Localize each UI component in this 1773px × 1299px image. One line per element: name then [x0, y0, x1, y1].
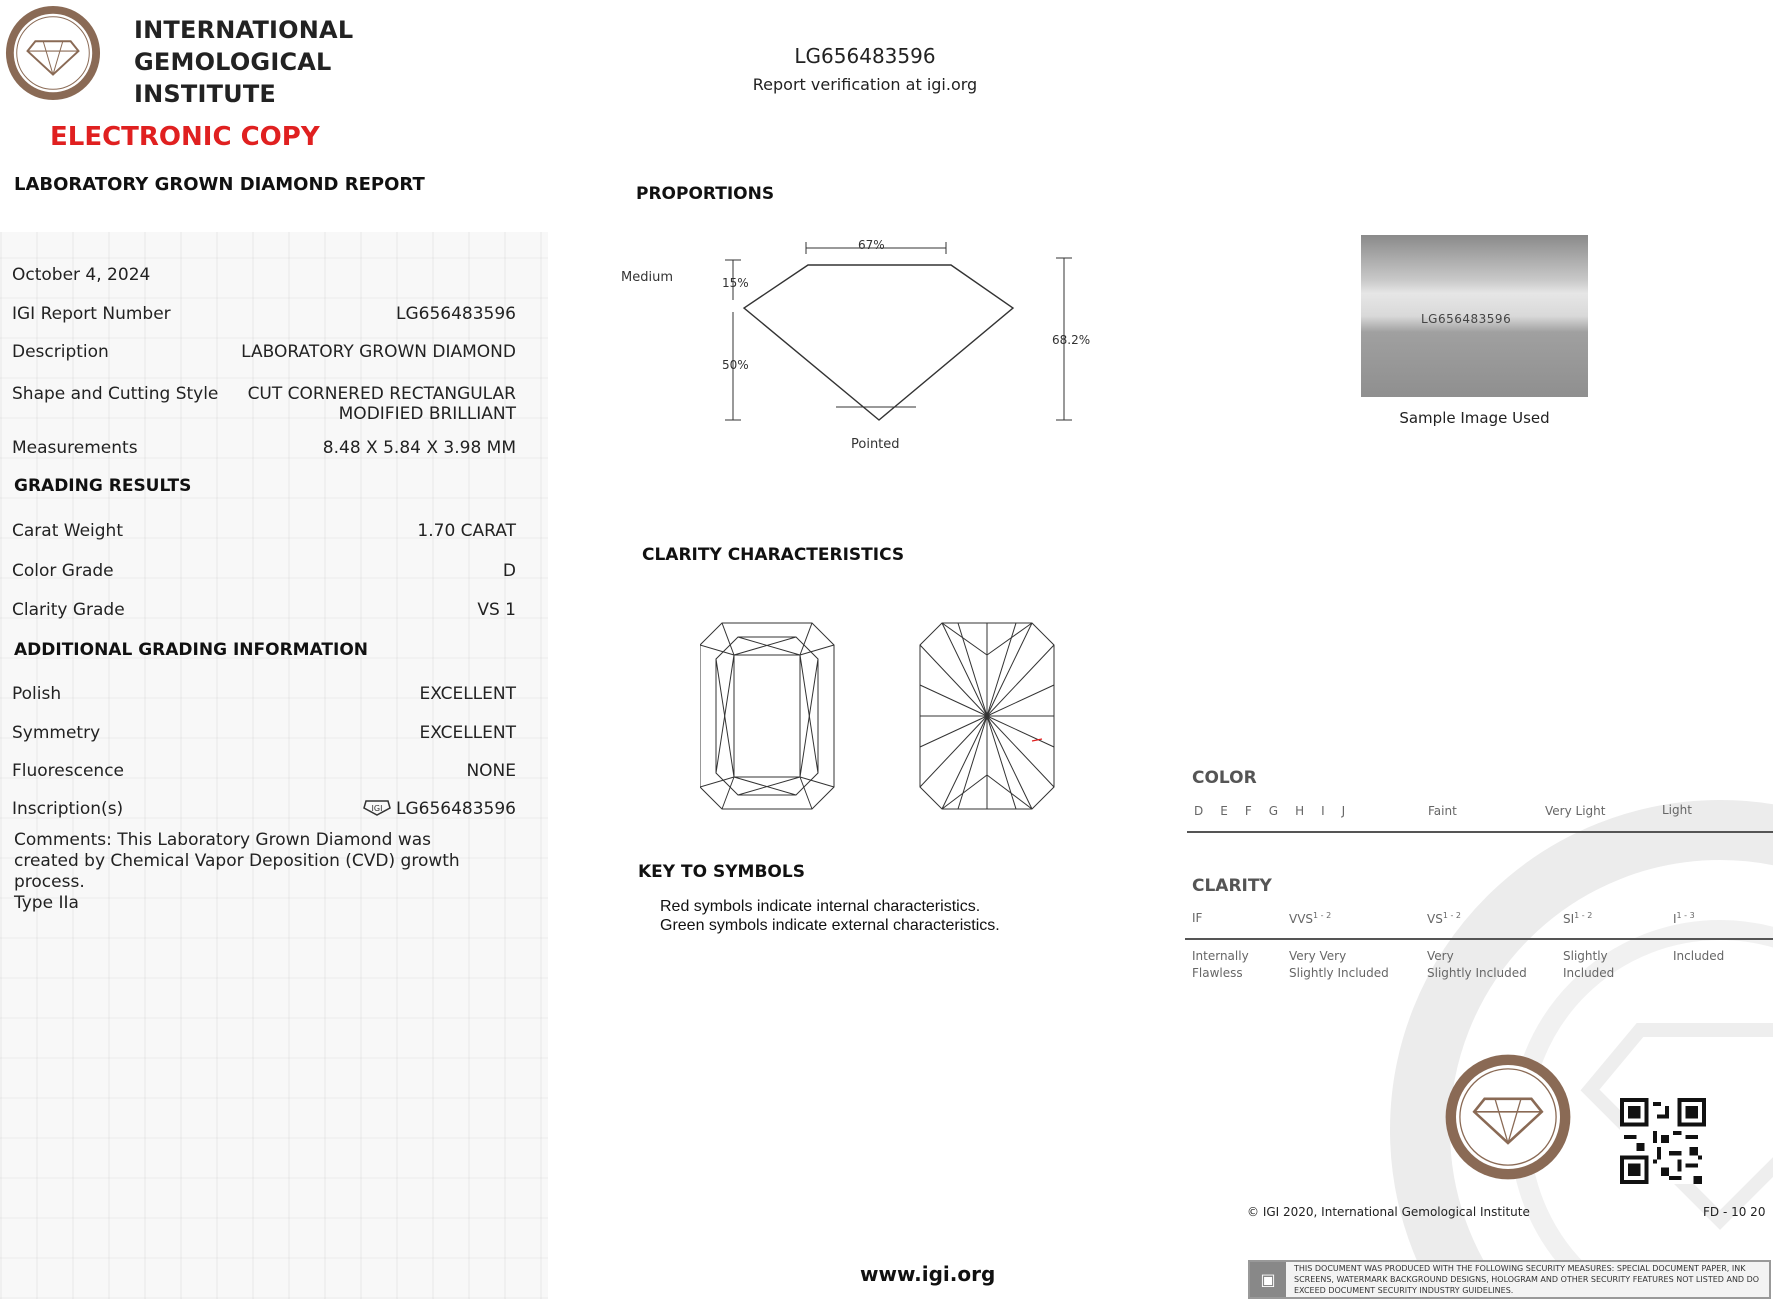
clarity-vs-sup: 1 - 2	[1442, 911, 1461, 920]
clarity-desc-if-2: Flawless	[1192, 966, 1243, 980]
report-number-header: LG656483596	[794, 44, 936, 68]
polish-row	[12, 684, 516, 704]
report-number-label: IGI Report Number	[12, 304, 171, 324]
website-link[interactable]: www.igi.org	[860, 1262, 996, 1286]
shape-label: Shape and Cutting Style	[12, 384, 219, 404]
clarity-desc-vs	[1427, 948, 1527, 982]
polish-value: EXCELLENT	[419, 684, 516, 704]
color-grade-e: E	[1220, 804, 1228, 818]
clarity-si-sup: 1 - 2	[1574, 911, 1593, 920]
clarity-vs	[1427, 911, 1461, 926]
measurements-row	[12, 438, 516, 458]
sample-inscription: LG656483596	[1421, 312, 1512, 326]
clarity-desc-si-1: Slightly	[1563, 949, 1608, 963]
clarity-i-sup: 1 - 3	[1676, 911, 1695, 920]
crown-percent: 15%	[722, 276, 749, 290]
shape-row	[12, 384, 516, 424]
clarity-plot-diagrams	[700, 615, 1060, 815]
color-grade-d: D	[1194, 804, 1204, 818]
color-grade-i: I	[1321, 804, 1325, 818]
clarity-grade-value: VS 1	[477, 600, 516, 620]
inscription-value: LG656483596	[396, 799, 516, 819]
fluorescence-value: NONE	[466, 761, 516, 781]
inscription-label: Inscription(s)	[12, 799, 124, 819]
svg-text:IGI: IGI	[371, 804, 383, 813]
clarity-desc-vvs	[1289, 948, 1389, 982]
clarity-vs-label: VS	[1427, 912, 1443, 926]
clarity-i-label: I	[1673, 912, 1677, 926]
clarity-desc-si	[1563, 948, 1614, 982]
description-label: Description	[12, 342, 109, 362]
description-value: LABORATORY GROWN DIAMOND	[241, 342, 516, 362]
clarity-desc-vvs-1: Very Very	[1289, 949, 1347, 963]
key-to-symbols-heading: KEY TO SYMBOLS	[638, 862, 805, 882]
igi-inscription-icon	[362, 799, 392, 817]
clarity-characteristics-heading: CLARITY CHARACTERISTICS	[642, 545, 905, 565]
clarity-desc-if	[1192, 948, 1249, 982]
comments-text: Comments: This Laboratory Grown Diamond was created by Chemical Vapor Deposition (CVD) growth process.	[14, 830, 460, 892]
inscription-row	[12, 799, 516, 819]
institute-name	[134, 14, 353, 110]
color-range-light: Light	[1662, 803, 1692, 817]
fluorescence-row	[12, 761, 516, 781]
security-text: THIS DOCUMENT WAS PRODUCED WITH THE FOLLOWING SECURITY MEASURES: SPECIAL DOCUMENT PAPER, INK SCREENS, WATERMARK BACKGROUND DESIGNS, HOLOGRAM AND OTHER SECURITY FEATURES NOT LISTED AND DO EXCEED DOCUMENT SECURITY INDUSTRY GUIDELINES.	[1294, 1264, 1760, 1295]
shape-value-line2: MODIFIED BRILLIANT	[338, 404, 516, 424]
key-to-symbols-text	[660, 897, 1000, 935]
igi-seal-icon	[1443, 1052, 1573, 1182]
symmetry-value: EXCELLENT	[419, 723, 516, 743]
key-red-line: Red symbols indicate internal characteristics.	[660, 898, 981, 915]
color-scale-heading: COLOR	[1192, 768, 1257, 788]
key-green-line: Green symbols indicate external characteristics.	[660, 917, 1000, 934]
inscription-value-wrap	[362, 799, 516, 819]
carat-row	[12, 521, 516, 541]
clarity-i	[1673, 911, 1695, 926]
grading-results-heading: GRADING RESULTS	[14, 476, 192, 496]
color-grade-g: G	[1268, 804, 1279, 818]
color-grade-f: F	[1244, 804, 1252, 818]
sample-image-caption: Sample Image Used	[1399, 409, 1550, 427]
lock-icon: ▣	[1250, 1262, 1286, 1297]
color-grade-row	[12, 561, 516, 581]
copyright-text: © IGI 2020, International Gemological Institute	[1247, 1205, 1530, 1219]
clarity-si	[1563, 911, 1592, 926]
clarity-desc-vs-1: Very	[1427, 949, 1454, 963]
report-number-row	[12, 304, 516, 324]
clarity-desc-i	[1673, 948, 1724, 965]
clarity-grade-label: Clarity Grade	[12, 600, 125, 620]
diamond-type: Type IIa	[14, 893, 79, 913]
clarity-desc-vvs-2: Slightly Included	[1289, 966, 1389, 980]
report-title: LABORATORY GROWN DIAMOND REPORT	[14, 174, 425, 195]
additional-info-heading: ADDITIONAL GRADING INFORMATION	[14, 640, 369, 660]
clarity-scale-heading: CLARITY	[1192, 876, 1272, 896]
color-range-very-light: Very Light	[1545, 804, 1606, 818]
proportions-diagram	[616, 230, 1086, 460]
shape-value-line1: CUT CORNERED RECTANGULAR	[247, 384, 516, 404]
measurements-label: Measurements	[12, 438, 138, 458]
qr-code-icon[interactable]	[1620, 1098, 1706, 1184]
table-percent: 67%	[858, 238, 885, 252]
measurements-value: 8.48 X 5.84 X 3.98 MM	[322, 438, 516, 458]
proportions-heading: PROPORTIONS	[636, 184, 775, 204]
electronic-copy-label: ELECTRONIC COPY	[50, 122, 320, 152]
polish-label: Polish	[12, 684, 62, 704]
shape-value	[248, 384, 516, 424]
clarity-if: IF	[1192, 911, 1203, 925]
depth-percent: 68.2%	[1052, 333, 1091, 347]
pavilion-percent: 50%	[722, 358, 749, 372]
institute-name-line3: INSTITUTE	[134, 80, 277, 108]
carat-value: 1.70 CARAT	[417, 521, 516, 541]
security-notice	[1248, 1260, 1771, 1299]
symmetry-row	[12, 723, 516, 743]
color-grade-value: D	[502, 561, 516, 581]
girdle-label: Medium	[621, 270, 673, 285]
clarity-vvs-sup: 1 - 2	[1313, 911, 1332, 920]
color-grade-label: Color Grade	[12, 561, 114, 581]
description-row	[12, 342, 516, 362]
color-grade-h: H	[1295, 804, 1305, 818]
date-row	[12, 265, 516, 285]
culet-label: Pointed	[851, 437, 900, 452]
color-scale-grades	[1194, 804, 1345, 818]
igi-logo-icon	[4, 4, 102, 102]
institute-name-line1: INTERNATIONAL	[134, 16, 354, 44]
clarity-vvs	[1289, 911, 1331, 926]
color-grade-j: J	[1341, 804, 1346, 818]
clarity-si-label: SI	[1563, 912, 1575, 926]
color-scale-line	[1187, 831, 1773, 833]
clarity-desc-if-1: Internally	[1192, 949, 1249, 963]
report-number-value: LG656483596	[396, 304, 516, 324]
report-verification-link[interactable]: Report verification at igi.org	[752, 75, 978, 94]
institute-name-line2: GEMOLOGICAL	[134, 48, 332, 76]
comments-block	[14, 830, 494, 914]
crown-view-diagram	[700, 623, 834, 809]
clarity-scale-line	[1185, 938, 1773, 940]
form-code: FD - 10 20	[1703, 1205, 1766, 1219]
clarity-desc-si-2: Included	[1563, 966, 1615, 980]
clarity-desc-vs-2: Slightly Included	[1427, 966, 1527, 980]
clarity-desc-i-1: Included	[1673, 949, 1725, 963]
report-date: October 4, 2024	[12, 265, 151, 285]
clarity-grade-row	[12, 600, 516, 620]
igi-seal-watermark	[1390, 800, 1773, 1299]
carat-label: Carat Weight	[12, 521, 123, 541]
clarity-vvs-label: VVS	[1289, 912, 1314, 926]
symmetry-label: Symmetry	[12, 723, 101, 743]
pavilion-view-diagram	[920, 623, 1054, 809]
color-range-faint: Faint	[1428, 804, 1457, 818]
fluorescence-label: Fluorescence	[12, 761, 124, 781]
